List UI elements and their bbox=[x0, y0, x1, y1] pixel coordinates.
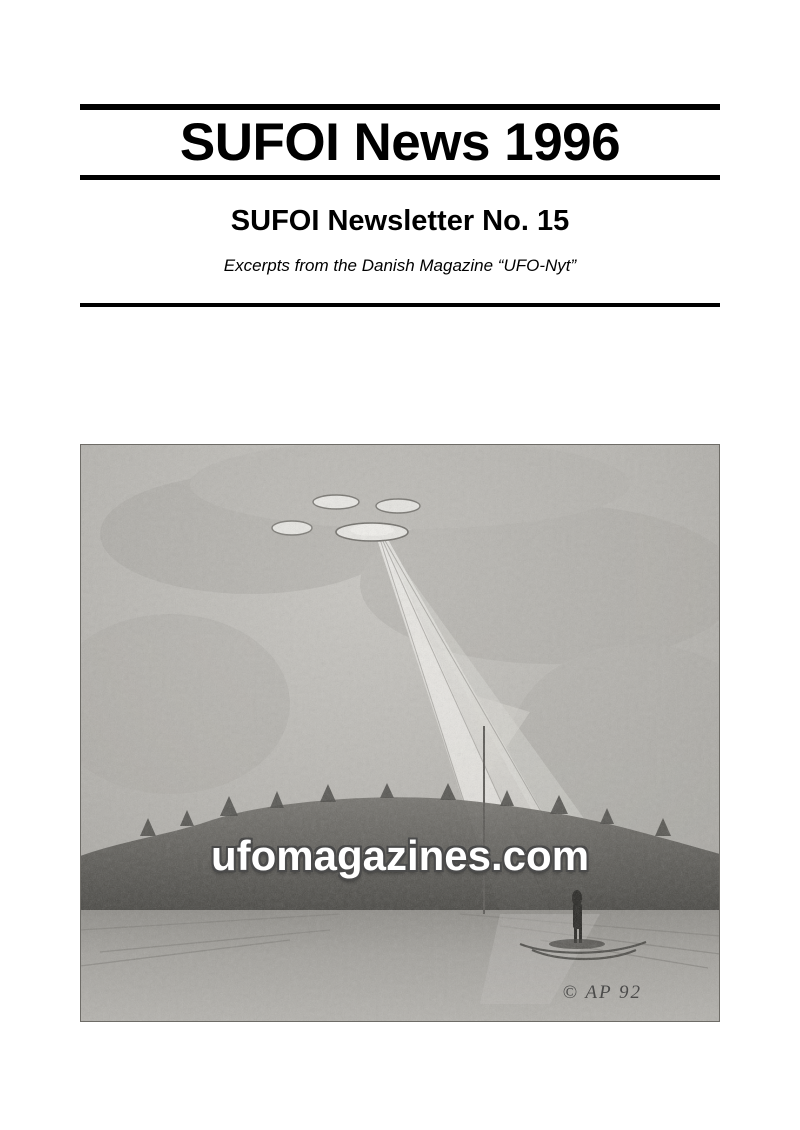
ufo-scene-drawing bbox=[80, 444, 720, 1022]
masthead-bottom-rule bbox=[80, 303, 720, 307]
newsletter-subtitle: SUFOI Newsletter No. 15 bbox=[230, 205, 570, 238]
page-title: SUFOI News 1996 bbox=[179, 113, 621, 172]
artist-signature: © AP 92 bbox=[562, 982, 642, 1003]
masthead-middle-rule bbox=[80, 175, 720, 180]
newsletter-tagline: Excerpts from the Danish Magazine “UFO-Nyt” bbox=[223, 256, 577, 276]
cover-illustration bbox=[80, 444, 720, 1022]
masthead bbox=[80, 104, 720, 307]
image-watermark: ufomagazines.com bbox=[210, 832, 590, 879]
